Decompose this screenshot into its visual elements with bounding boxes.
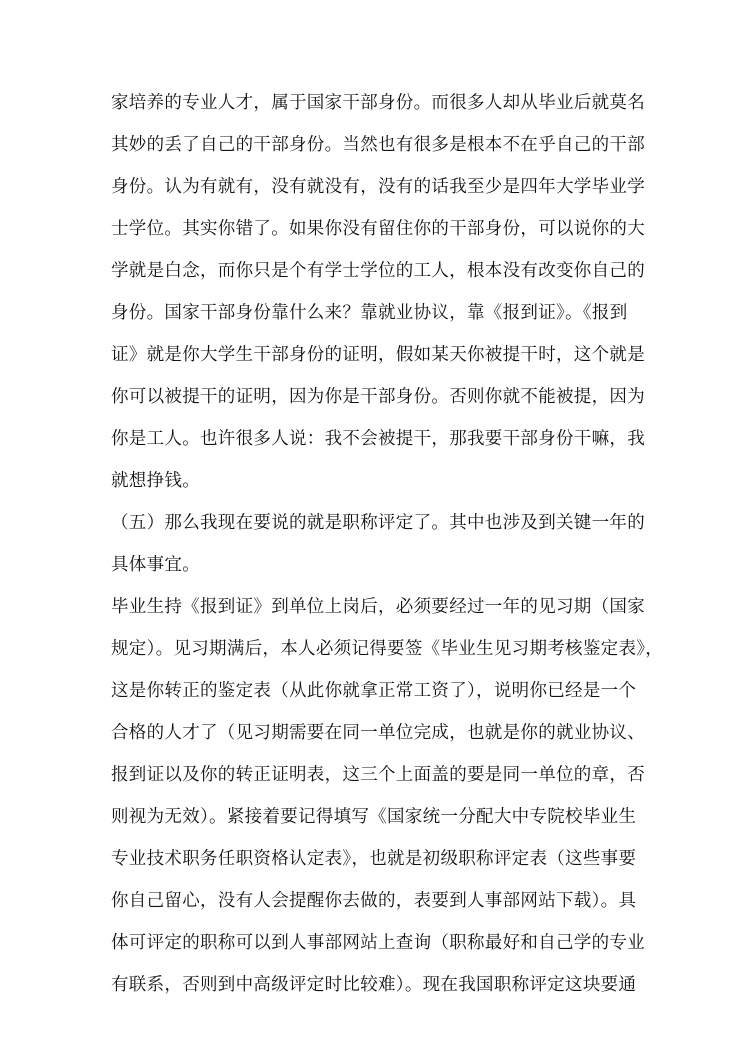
text-line: 学就是白念，而你只是个有学士学位的工人，根本没有改变你自己的 [111, 261, 645, 281]
text-line: 合格的人才了（见习期需要在同一单位完成，也就是你的就业协议、 [111, 723, 645, 743]
text-line: 家培养的专业人才，属于国家干部身份。而很多人却从毕业后就莫名 [111, 93, 645, 113]
text-line: 你自己留心，没有人会提醒你去做的，表要到人事部网站下载）。具 [111, 891, 637, 911]
text-line: 你是工人。也许很多人说：我不会被提干，那我要干部身份干嘛，我 [111, 429, 645, 449]
text-line: 体可评定的职称可以到人事部网站上查询（职称最好和自己学的专业 [111, 933, 645, 953]
text-line: 身份。国家干部身份靠什么来？靠就业协议，靠《报到证》。《报到 [111, 303, 628, 323]
text-line: 专业技术职务任职资格认定表》，也就是初级职称评定表（这些事要 [111, 849, 637, 869]
text-line: 证》就是你大学生干部身份的证明，假如某天你被提干时，这个就是 [111, 345, 645, 365]
text-line: 毕业生持《报到证》到单位上岗后，必须要经过一年的见习期（国家 [111, 597, 645, 617]
text-line: 具体事宜。 [111, 555, 200, 575]
text-line: 这是你转正的鉴定表（从此你就拿正常工资了），说明你已经是一个 [111, 681, 637, 701]
text-line: 身份。认为有就有，没有就没有，没有的话我至少是四年大学毕业学 [111, 177, 645, 197]
text-line: 规定）。见习期满后，本人必须记得要签《毕业生见习期考核鉴定表》， [111, 639, 664, 659]
text-line: 你可以被提干的证明，因为你是干部身份。否则你就不能被提，因为 [111, 387, 645, 407]
text-line: 就想挣钱。 [111, 471, 200, 491]
text-line: 其妙的丢了自己的干部身份。当然也有很多是根本不在乎自己的干部 [111, 135, 645, 155]
text-line: 士学位。其实你错了。如果你没有留住你的干部身份，可以说你的大 [111, 219, 645, 239]
text-line: 报到证以及你的转正证明表，这三个上面盖的要是同一单位的章，否 [111, 765, 645, 785]
text-line: 有联系，否则到中高级评定时比较难）。现在我国职称评定这块要通 [111, 975, 637, 995]
text-line: 则视为无效）。紧接着要记得填写《国家统一分配大中专院校毕业生 [111, 807, 637, 827]
text-line: （五）那么我现在要说的就是职称评定了。其中也涉及到关键一年的 [111, 513, 645, 533]
